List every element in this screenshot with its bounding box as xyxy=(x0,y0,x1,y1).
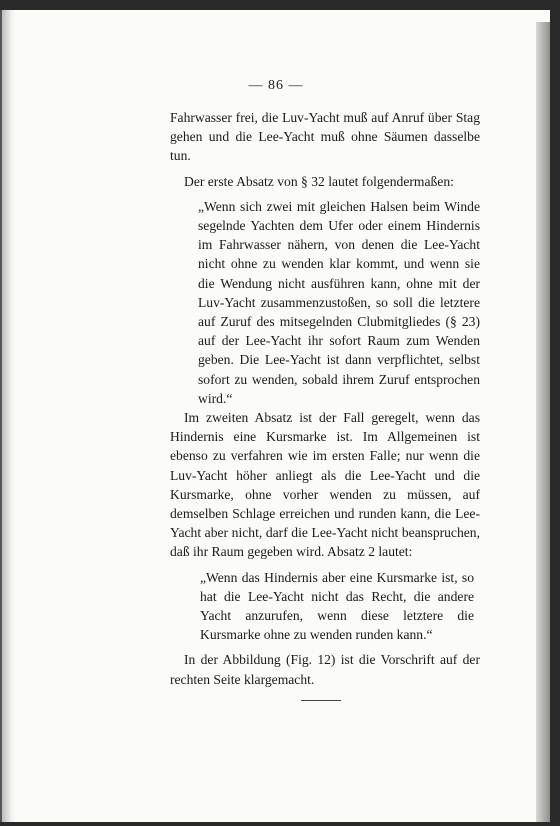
body-text xyxy=(170,108,480,689)
quote-2: „Wenn das Hindernis aber eine Kursmarke ist, so hat die Lee-Yacht nicht das Recht, die andere Yacht anzurufen, wenn diese letztere die Kursmarke ohne zu wenden runden kann.“ xyxy=(200,569,474,643)
page-gutter-shadow xyxy=(2,10,16,822)
paragraph-4: In der Abbildung (Fig. 12) ist die Vorschrift auf der rechten Seite klargemacht. xyxy=(170,652,480,687)
quote-1: „Wenn sich zwei mit gleichen Halsen beim Winde segelnde Yachten dem Ufer oder einem Hindernis im Fahrwasser nähern, von denen die Lee-Yacht nicht ohne zu wenden klar kommt, und wenn sie die Wendung nicht ausführen kann, ohne mit der Luv-Yacht zusammenzustoßen, so soll die letztere auf Zuruf des mitsegelnden Clubmitgliedes (§ 23) auf der Lee-Yacht ihr sofort Raum zum Wenden geben. Die Lee-Yacht ist dann verpflichtet, selbst sofort zu wenden, sobald ihrem Zuruf entsprochen wird.“ xyxy=(198,198,480,406)
closing-rule xyxy=(301,700,341,701)
paragraph-2: Der erste Absatz von § 32 lautet folgendermaßen: xyxy=(184,173,454,189)
paragraph-3: Im zweiten Absatz ist der Fall geregelt, wenn das Hindernis eine Kursmarke ist. Im Allgemeinen ist ebenso zu verfahren wie im ersten Falle; nur wenn die Luv-Yacht höher anliegt als die Lee-Yacht und die Kursmarke, ohne vorher wenden zu müssen, auf demselben Schlage erreichen und runden kann, die Lee-Yacht aber nicht, darf die Lee-Yacht nicht beanspruchen, daß ihr Raum gegeben wird. Absatz 2 lautet: xyxy=(170,410,480,560)
page-edge xyxy=(536,22,550,822)
book-page xyxy=(0,10,550,822)
page-number: — 86 — xyxy=(248,78,304,93)
paragraph-1: Fahrwasser frei, die Luv-Yacht muß auf Anruf über Stag gehen und die Lee-Yacht muß ohne Säumen dasselbe tun. xyxy=(170,110,480,164)
